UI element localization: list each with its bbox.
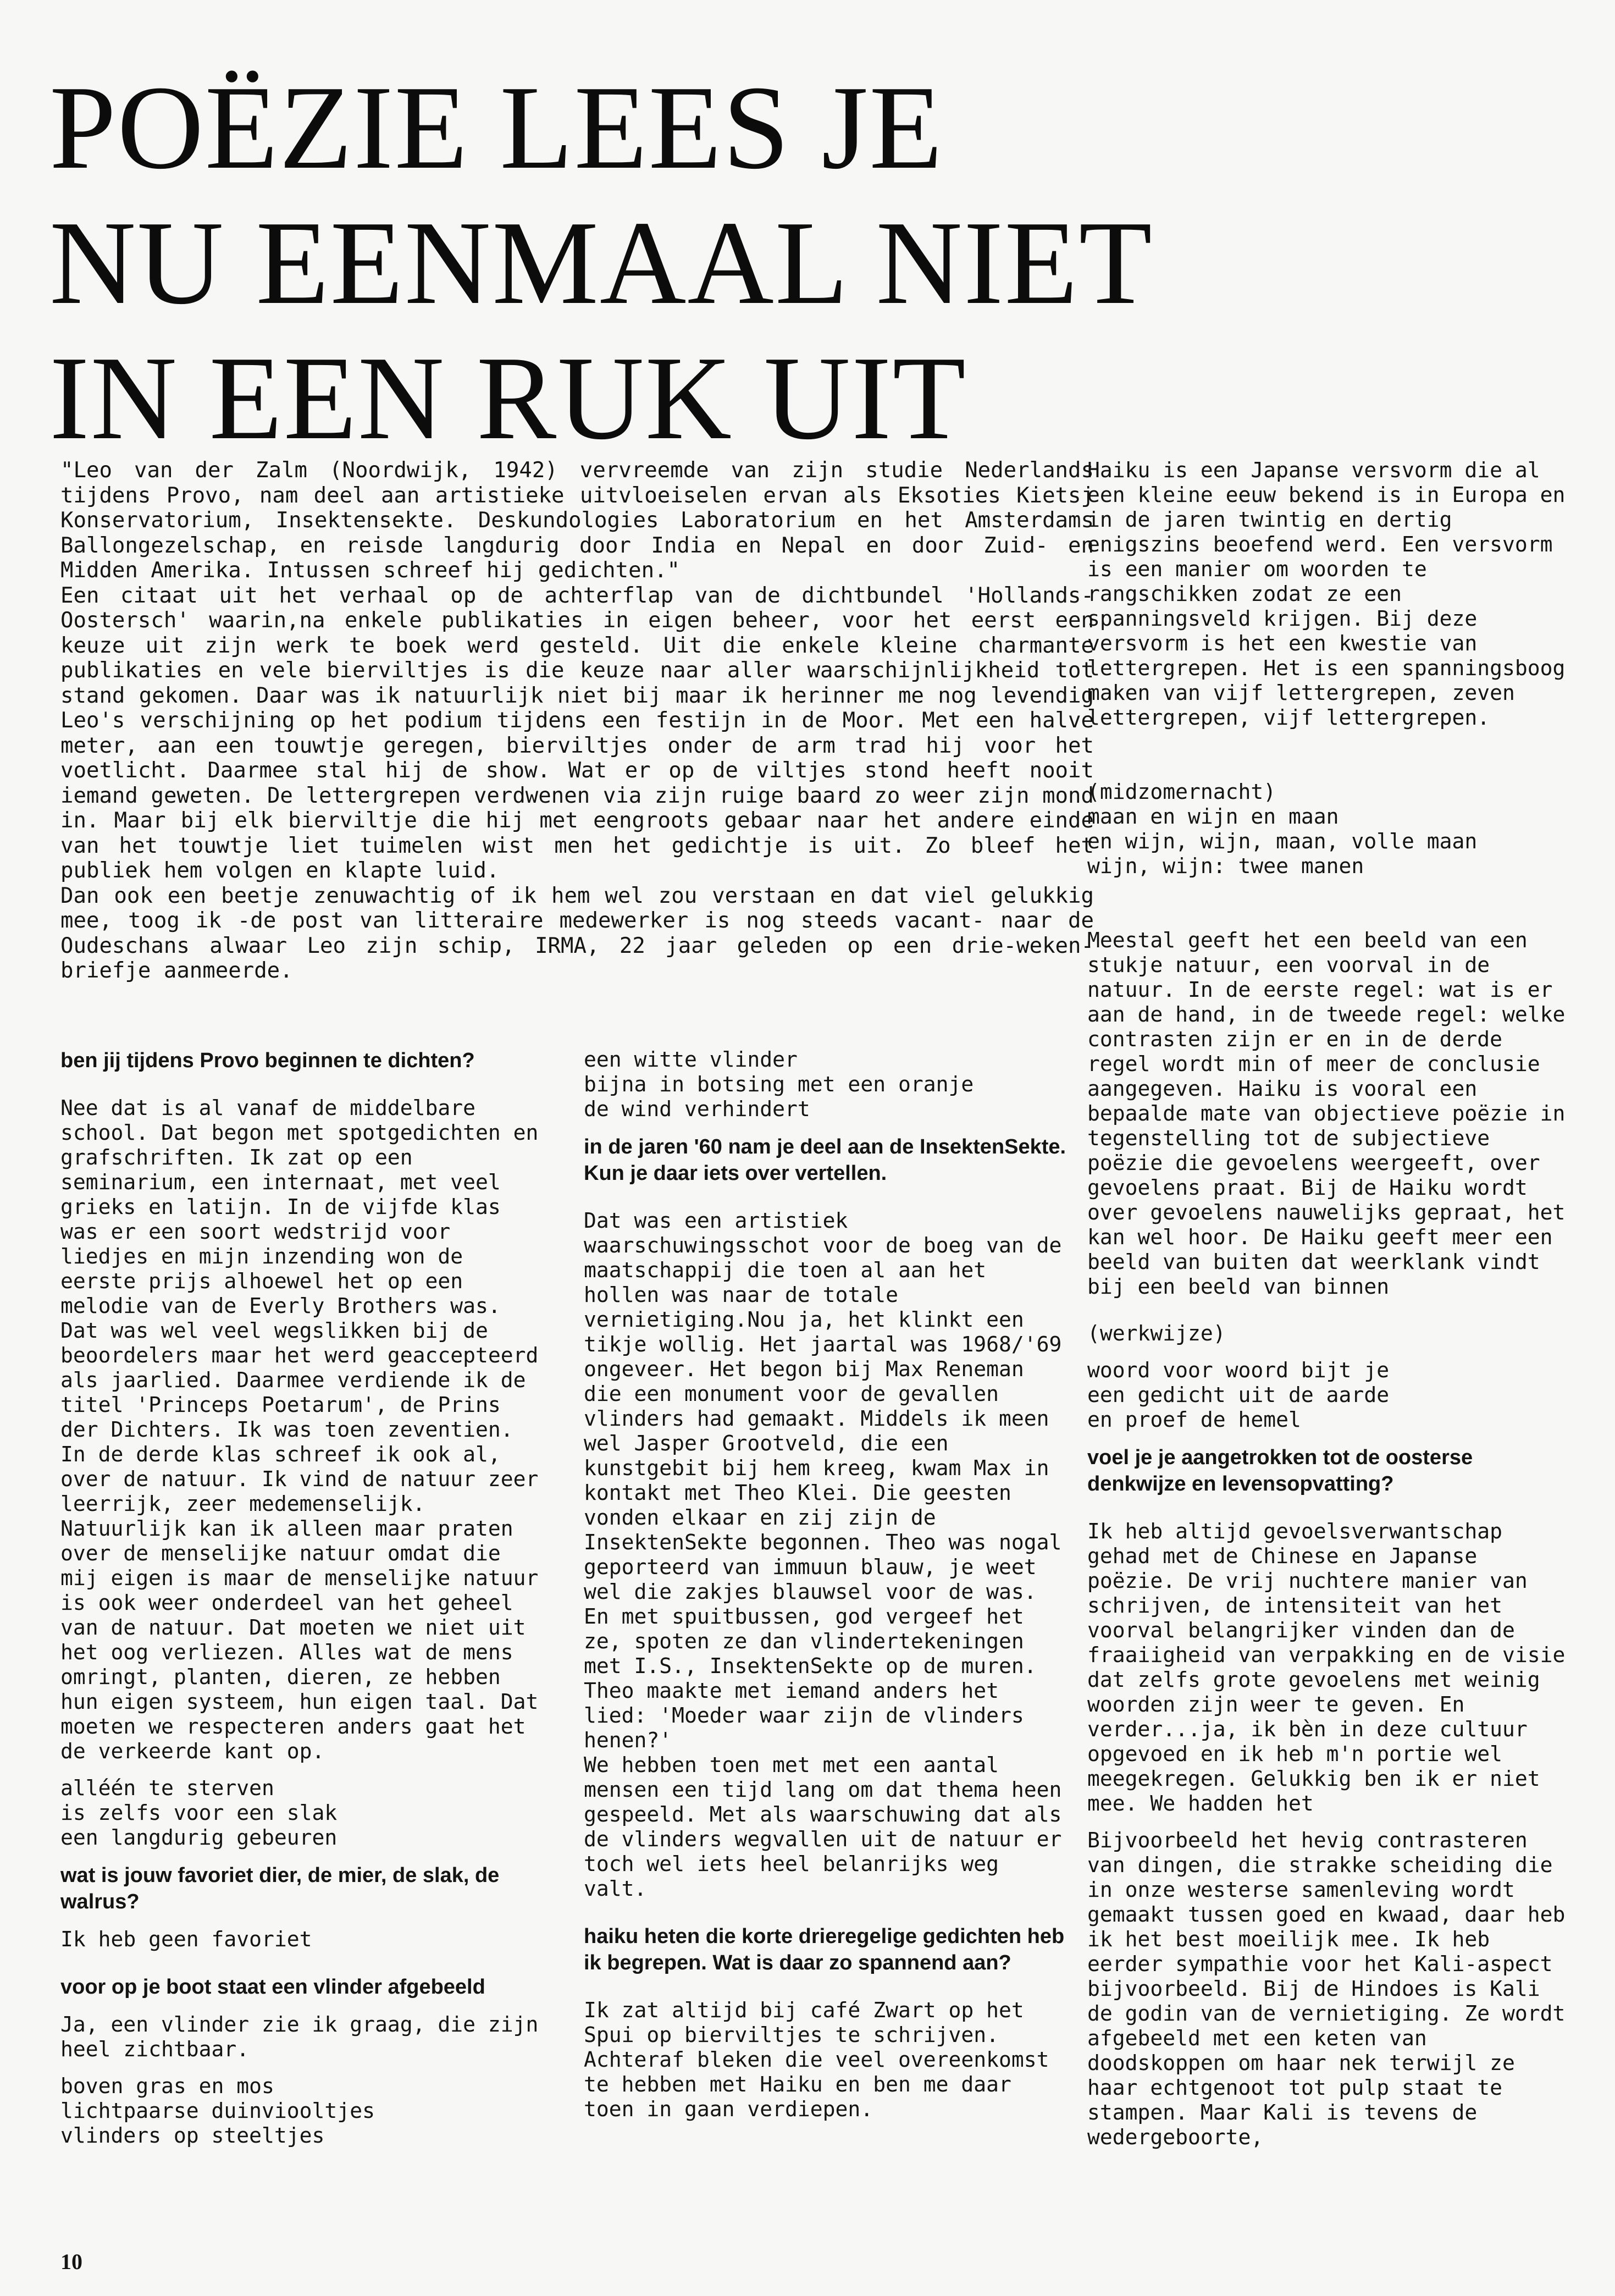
haiku-line: een witte vlinder — [584, 1047, 798, 1072]
haiku — [584, 1047, 1068, 1122]
column-left — [60, 1047, 544, 2148]
interview-question: wat is jouw favoriet dier, de mier, de slak, de walrus? — [60, 1864, 500, 1913]
haiku-title: (werkwijze) — [1087, 1321, 1226, 1345]
interview-answer: We hebben toen met met een aantal mensen een tijd lang om dat thema heen gespeeld. Met als waarschuwing dat als de vlinders wegvallen uit de natuur er toch wel iets heel belanrijks weg valt. — [584, 1753, 1062, 1901]
haiku — [1087, 1358, 1571, 1432]
haiku — [1087, 804, 1571, 879]
haiku — [60, 1776, 544, 1850]
haiku-line: wijn, wijn: twee manen — [1087, 854, 1364, 878]
haiku-line: is zelfs voor een slak — [60, 1801, 338, 1825]
interview-question: voor op je boot staat een vlinder afgebeeld — [60, 1975, 485, 1999]
intro-paragraph: Dan ook een beetje zenuwachtig of ik hem wel zou verstaan en dat viel gelukkig mee, toog ik -de post van litteraire medewerker is nog steeds vacant- naar de Oudeschans alwaar Leo zijn schip, IRMA, 22 jaar geleden op een drie-weken-briefje aanmeerde. — [60, 883, 1094, 983]
interview-answer: Nee dat is al vanaf de middelbare school. Dat begon met spotgedichten en grafschriften. Ik zat op een seminarium, een internaat, met veel grieks en latijn. In de vijfde klas was er een soort wedstrijd voor liedjes en mijn inzending won de eerste prijs alhoewel het op een melodie van de Everly Brothers was. Dat was wel veel wegslikken bij de beoordelers maar het werd geaccepteerd als jaarlied. Daarmee verdiende ik de titel 'Princeps Poetarum', de Prins der Dichters. Ik was toen zeventien. In de derde klas schreef ik ook al, over de natuur. Ik vind de natuur zeer leerrijk, zeer medemenselijk. Natuurlijk kan ik alleen maar praten over de menselijke natuur omdat die mij eigen is maar de menselijke natuur is ook weer onderdeel van het geheel van de natuur. Dat moeten we niet uit het oog verliezen. Alles wat de mens omringt, planten, dieren, ze hebben hun eigen systeem, hun eigen taal. Dat moeten we respecteren anders gaat het de verkeerde kant op. — [60, 1096, 539, 1763]
interview-answer: Ik heb geen favoriet — [60, 1927, 312, 1951]
interview-answer: Ik heb altijd gevoelsverwantschap gehad met de Chinese en Japanse poëzie. De vrij nuchtere manier van schrijven, de intensiteit van het voorval belangrijker vinden dan de fraaiigheid van verpakking en de visie dat zelfs grote gevoelens met weinig woorden zijn weer te geven. En verder...ja, ik bèn in deze cultuur opgevoed en ik heb m'n portie wel meegekregen. Gelukkig ben ik er niet mee. We hadden het — [1087, 1519, 1566, 1815]
haiku-line: de wind verhindert — [584, 1097, 810, 1121]
haiku-explanation: Haiku is een Japanse versvorm die al een kleine eeuw bekend is in Europa en in de jaren twintig en dertig enigszins beoefend werd. Een versvorm is een manier om woorden te rangschikken zodat ze een spanningsveld krijgen. Bij deze versvorm is het een kwestie van lettergrepen. Het is een spanningsboog maken van vijf lettergrepen, zeven lettergrepen, vijf lettergrepen. — [1087, 458, 1566, 730]
haiku-line: vlinders op steeltjes — [60, 2123, 325, 2148]
intro-quote: "Leo van der Zalm (Noordwijk, 1942) vervreemde van zijn studie Nederlands tijdens Provo, nam deel aan artistieke uitvloeiselen ervan als Eksoties Kietsj Konservatorium, Insektensekte. Deskundologies Laboratorium en het Amsterdams Ballongezelschap, en reisde langdurig door India en Nepal en door Zuid- en Midden Amerika. Intussen schreef hij gedichten." — [60, 458, 1094, 583]
haiku-line: een gedicht uit de aarde — [1087, 1383, 1390, 1407]
intro-paragraph: Een citaat uit het verhaal op de achterflap van de dichtbundel 'Hollands-Oostersch' waarin,na enkele publikaties in eigen beheer, voor het eerst een keuze uit zijn werk te boek werd gesteld. Uit die enkele kleine charmante publikaties en vele bierviltjes is die keuze naar aller waarschijnlijkheid tot stand gekomen. Daar was ik natuurlijk niet bij maar ik herinner me nog levendig Leo's verschijning op het podium tijdens een festijn in de Moor. Met een halve meter, aan een touwtje geregen, bierviltjes onder de arm trad hij voor het voetlicht. Daarmee stal hij de show. Wat er op de viltjes stond heeft nooit iemand geweten. De lettergrepen verdwenen via zijn ruige baard zo weer zijn mond in. Maar bij elk bierviltje die hij met eengroots gebaar naar het andere einde van het touwtje liet tuimelen wist men het gedichtje is uit. Zo bleef het publiek hem volgen en klapte luid. — [60, 583, 1094, 883]
column-middle — [584, 1047, 1068, 2122]
haiku-line: een langdurig gebeuren — [60, 1825, 338, 1850]
article-title — [49, 60, 1153, 466]
haiku — [60, 2074, 544, 2148]
haiku-line: boven gras en mos — [60, 2074, 274, 2098]
haiku-line: woord voor woord bijt je — [1087, 1358, 1390, 1382]
haiku-line: en wijn, wijn, maan, volle maan — [1087, 829, 1478, 853]
haiku-line: maan en wijn en maan — [1087, 804, 1339, 829]
interview-question: voel je je aangetrokken tot de oosterse denkwijze en levensopvatting? — [1087, 1446, 1473, 1495]
haiku-line: bijna in botsing met een oranje — [584, 1072, 974, 1096]
title-line: IN EEN RUK UIT — [49, 332, 967, 465]
haiku-line: en proef de hemel — [1087, 1408, 1301, 1432]
intro-section — [60, 458, 1094, 984]
title-line: NU EENMAAL NIET — [49, 197, 1153, 329]
interview-question: ben jij tijdens Provo beginnen te dichten? — [60, 1049, 475, 1072]
haiku-line: alléén te sterven — [60, 1776, 274, 1800]
title-line: POËZIE LEES JE — [49, 62, 944, 194]
interview-answer: Ik zat altijd bij café Zwart op het Spui op bierviltjes te schrijven. Achteraf bleken die veel overeenkomst te hebben met Haiku en ben me daar toen in gaan verdiepen. — [584, 1998, 1049, 2121]
interview-question: haiku heten die korte drieregelige gedichten heb ik begrepen. Wat is daar zo spannend aan? — [584, 1925, 1065, 1974]
interview-answer: Bijvoorbeeld het hevig contrasteren van dingen, die strakke scheiding die in onze westerse samenleving wordt gemaakt tussen goed en kwaad, daar heb ik het best moeilijk mee. Ik heb eerder sympathie voor het Kali-aspect bijvoorbeeld. Bij de Hindoes is Kali de godin van de vernietiging. Ze wordt afgebeeld met een keten van doodskoppen om haar nek terwijl ze haar echtgenoot tot pulp staat te stampen. Maar Kali is tevens de wedergeboorte, — [1087, 1828, 1566, 2149]
haiku-title: (midzomernacht) — [1087, 780, 1276, 804]
haiku-line: lichtpaarse duinviooltjes — [60, 2099, 375, 2123]
page-number: 10 — [60, 2249, 82, 2274]
interview-answer: Meestal geeft het een beeld van een stukje natuur, een voorval in de natuur. In de eerste regel: wat is er aan de hand, in de tweede regel: welke contrasten zijn er en in de derde regel wordt min of meer de conclusie aangegeven. Haiku is vooral een bepaalde mate van objectieve poëzie in tegenstelling tot de subjectieve poëzie die gevoelens weergeeft, over gevoelens praat. Bij de Haiku wordt over gevoelens nauwelijks gepraat, het kan wel hoor. De Haiku geeft meer een beeld van buiten dat weerklank vindt bij een beeld van binnen — [1087, 928, 1566, 1299]
interview-answer: Dat was een artistiek waarschuwingsschot voor de boeg van de maatschappij die toen al aan het hollen was naar de totale vernietiging.Nou ja, het klinkt een tikje wollig. Het jaartal was 1968/'69 ongeveer. Het begon bij Max Reneman die een monument voor de gevallen vlinders had gemaakt. Middels ik meen wel Jasper Grootveld, die een kunstgebit bij hem kreeg, kwam Max in kontakt met Theo Klei. Die geesten vonden elkaar en zij zijn de InsektenSekte begonnen. Theo was nogal geporteerd van immuun blauw, je weet wel die zakjes blauwsel voor de was. En met spuitbussen, god vergeef het ze, spoten ze dan vlindertekeningen met I.S., InsektenSekte op de muren. Theo maakte met iemand anders het lied: 'Moeder waar zijn de vlinders henen?' — [584, 1208, 1062, 1752]
interview-answer: Ja, een vlinder zie ik graag, die zijn heel zichtbaar. — [60, 2012, 539, 2061]
interview-question: in de jaren '60 nam je deel aan de InsektenSekte. Kun je daar iets over vertellen. — [584, 1135, 1066, 1185]
column-right — [1087, 458, 1571, 2150]
